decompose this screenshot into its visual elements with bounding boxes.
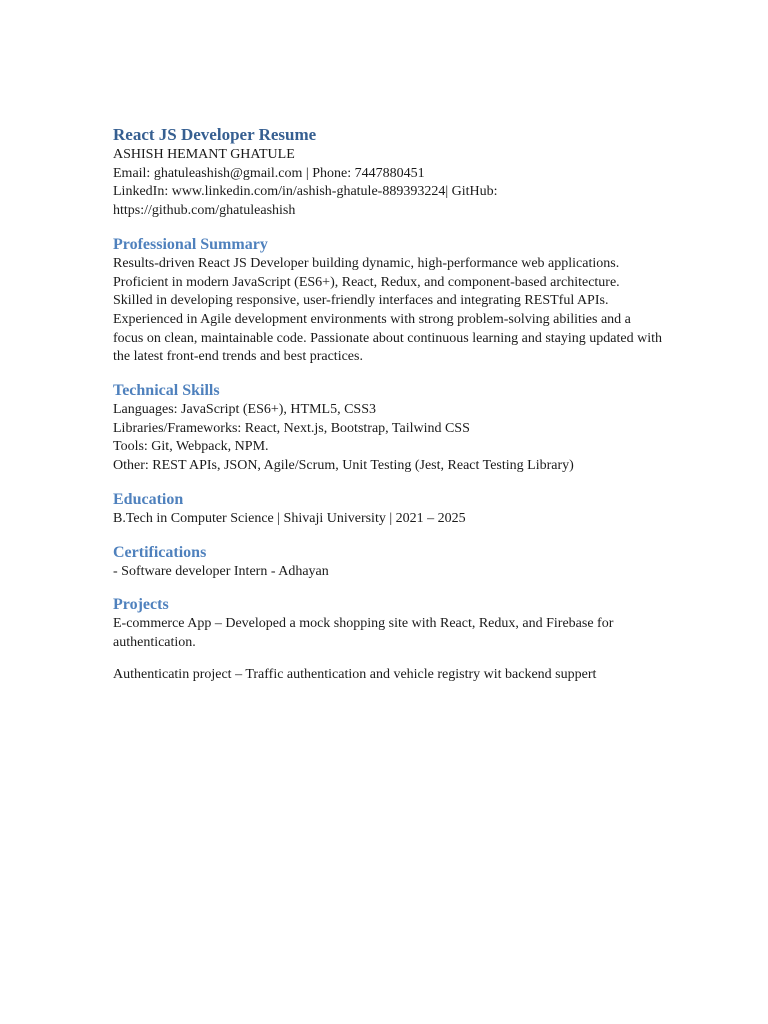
skills-tools: Tools: Git, Webpack, NPM. [113,439,269,455]
project-item [113,666,673,685]
skills-heading: Technical Skills [113,382,220,400]
candidate-name: ASHISH HEMANT GHATULE [113,147,295,162]
education-entry: B.Tech in Computer Science | Shivaji University | 2021 – 2025 [113,510,466,526]
summary-heading: Professional Summary [113,235,268,253]
projects-heading: Projects [113,596,169,614]
summary-line: Experienced in Agile development environments with strong problem-solving abilities and a [113,311,631,327]
skills-list [113,401,673,476]
contact-line: Email: ghatuleashish@gmail.com | Phone: 7447880451 [113,165,425,181]
summary-text [113,255,673,367]
resume-title: React JS Developer Resume [113,125,317,144]
summary-line: focus on clean, maintainable code. Passionate about continuous learning and staying updated with [113,330,662,346]
project-description: authentication. [113,634,196,650]
certifications-heading: Certifications [113,543,207,561]
project-description: Authenticatin project – Traffic authentication and vehicle registry wit backend suppert [113,666,597,682]
project-item [113,615,673,652]
summary-line: Results-driven React JS Developer building dynamic, high-performance web applications. [113,255,620,271]
summary-line: the latest front-end trends and best practices. [113,349,363,365]
skills-other: Other: REST APIs, JSON, Agile/Scrum, Unit Testing (Jest, React Testing Library) [113,458,574,474]
github-link: https://github.com/ghatuleashish [113,203,296,219]
education-heading: Education [113,490,184,508]
certification-entry: - Software developer Intern - Adhayan [113,563,329,579]
skills-languages: Languages: JavaScript (ES6+), HTML5, CSS3 [113,402,376,418]
project-description: E-commerce App – Developed a mock shopping site with React, Redux, and Firebase for [113,616,614,632]
summary-line: Proficient in modern JavaScript (ES6+), React, Redux, and component-based architecture. [113,274,620,290]
summary-line: Skilled in developing responsive, user-friendly interfaces and integrating RESTful APIs. [113,293,609,309]
resume-page [113,124,673,684]
links-line: LinkedIn: www.linkedin.com/in/ashish-ghatule-889393224| GitHub: [113,184,498,200]
skills-frameworks: Libraries/Frameworks: React, Next.js, Bootstrap, Tailwind CSS [113,420,470,436]
